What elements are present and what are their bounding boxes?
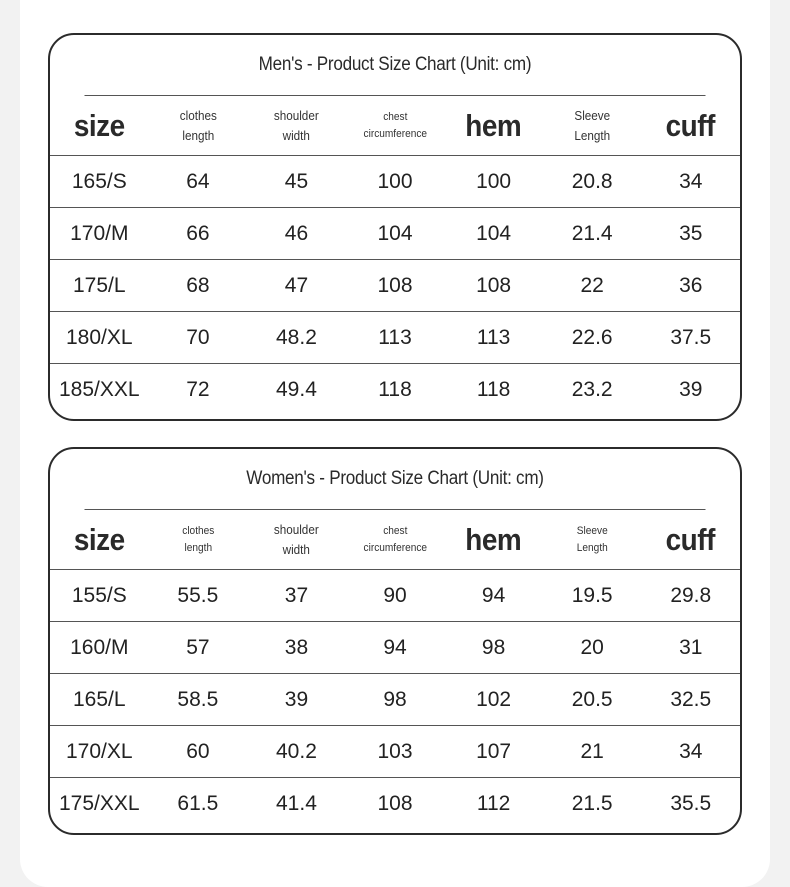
cell-shoulder-width: 38: [284, 635, 309, 659]
cell-shoulder-width: 40.2: [276, 739, 317, 763]
header-clothes-length: clothes length: [179, 107, 217, 143]
cell-hem: 104: [476, 221, 512, 245]
cell-cuff: 35: [679, 221, 703, 245]
cell-hem: 107: [476, 739, 512, 763]
cell-chest-circumference: 118: [378, 378, 412, 401]
header-size: size: [73, 107, 125, 143]
cell-cuff: 32.5: [670, 687, 712, 711]
cell-size: 165/S: [71, 169, 127, 193]
cell-clothes-length: 58.5: [177, 687, 219, 711]
cell-clothes-length: 57: [186, 635, 210, 659]
header-sleeve-length: Sleeve Length: [574, 107, 611, 143]
cell-chest-circumference: 104: [377, 221, 413, 245]
cell-hem: 108: [476, 273, 512, 297]
table-row: [50, 726, 740, 778]
header-cuff: cuff: [666, 107, 716, 143]
womens-chart-title: Women's - Product Size Chart (Unit: cm): [85, 449, 706, 510]
cell-shoulder-width: 46: [284, 221, 309, 245]
cell-clothes-length: 61.5: [177, 792, 219, 815]
header-clothes-length: clothes length: [181, 524, 214, 554]
table-row: [50, 312, 740, 364]
cell-sleeve-length: 22: [580, 273, 604, 297]
table-row: [50, 778, 740, 830]
womens-header-row: [50, 510, 740, 570]
cell-size: 155/S: [71, 583, 127, 607]
cell-chest-circumference: 108: [377, 273, 413, 297]
cell-cuff: 34: [679, 739, 703, 763]
cell-clothes-length: 66: [186, 221, 210, 245]
cell-shoulder-width: 49.4: [276, 378, 317, 401]
table-row: [50, 570, 740, 622]
table-row: [50, 260, 740, 312]
cell-cuff: 36: [679, 273, 703, 297]
header-chest-circumference: chest circumference: [363, 110, 427, 140]
cell-shoulder-width: 37: [284, 583, 309, 607]
cell-shoulder-width: 45: [284, 169, 309, 193]
cell-chest-circumference: 98: [383, 687, 407, 711]
cell-shoulder-width: 39: [284, 687, 309, 711]
cell-size: 175/L: [73, 273, 126, 297]
table-row: [50, 208, 740, 260]
cell-chest-circumference: 100: [377, 169, 413, 193]
cell-sleeve-length: 20.5: [571, 687, 613, 711]
cell-sleeve-length: 20.8: [571, 169, 613, 193]
cell-hem: 94: [481, 583, 506, 607]
table-row: [50, 156, 740, 208]
cell-hem: 118: [476, 378, 511, 401]
header-size: size: [73, 521, 125, 557]
header-sleeve-length: Sleeve Length: [576, 524, 608, 554]
header-hem: hem: [465, 521, 522, 557]
cell-size: 165/L: [73, 687, 126, 711]
cell-size: 170/XL: [66, 739, 133, 763]
cell-clothes-length: 60: [186, 739, 210, 763]
header-hem: hem: [465, 107, 522, 143]
header-shoulder-width: shoulder width: [273, 107, 319, 143]
table-row: [50, 364, 740, 416]
cell-chest-circumference: 90: [383, 583, 407, 607]
cell-sleeve-length: 19.5: [571, 583, 613, 607]
cell-chest-circumference: 113: [378, 325, 412, 349]
cell-size: 175/XXL: [59, 792, 140, 815]
cell-chest-circumference: 103: [377, 739, 413, 763]
cell-shoulder-width: 48.2: [276, 325, 317, 349]
cell-size: 185/XXL: [59, 378, 140, 401]
cell-size: 180/XL: [66, 325, 133, 349]
cell-clothes-length: 64: [186, 169, 210, 193]
cell-clothes-length: 70: [186, 325, 210, 349]
cell-cuff: 29.8: [670, 583, 712, 607]
cell-sleeve-length: 21: [580, 739, 604, 763]
cell-hem: 100: [476, 169, 512, 193]
header-chest-circumference: chest circumference: [363, 524, 427, 554]
header-shoulder-width: shoulder width: [273, 521, 319, 557]
cell-sleeve-length: 21.5: [571, 792, 613, 815]
cell-sleeve-length: 21.4: [571, 221, 613, 245]
cell-cuff: 34: [679, 169, 703, 193]
cell-chest-circumference: 108: [377, 792, 413, 815]
cell-shoulder-width: 41.4: [276, 792, 317, 815]
cell-size: 160/M: [70, 635, 129, 659]
cell-cuff: 31: [679, 635, 703, 659]
cell-clothes-length: 68: [186, 273, 210, 297]
mens-header-row: [50, 96, 740, 156]
cell-hem: 112: [476, 792, 511, 815]
table-row: [50, 674, 740, 726]
womens-size-chart: [48, 447, 742, 835]
mens-chart-title: Men's - Product Size Chart (Unit: cm): [85, 35, 706, 96]
cell-clothes-length: 72: [186, 378, 210, 401]
table-row: [50, 622, 740, 674]
cell-cuff: 39: [679, 378, 703, 401]
mens-size-chart: [48, 33, 742, 421]
cell-cuff: 35.5: [670, 792, 712, 815]
cell-sleeve-length: 22.6: [571, 325, 613, 349]
cell-sleeve-length: 23.2: [571, 378, 613, 401]
cell-hem: 98: [481, 635, 506, 659]
cell-sleeve-length: 20: [580, 635, 604, 659]
cell-hem: 102: [476, 687, 512, 711]
cell-clothes-length: 55.5: [177, 583, 219, 607]
cell-shoulder-width: 47: [284, 273, 309, 297]
cell-chest-circumference: 94: [383, 635, 407, 659]
cell-cuff: 37.5: [670, 325, 712, 349]
header-cuff: cuff: [666, 521, 716, 557]
cell-size: 170/M: [70, 221, 129, 245]
cell-hem: 113: [476, 325, 511, 349]
